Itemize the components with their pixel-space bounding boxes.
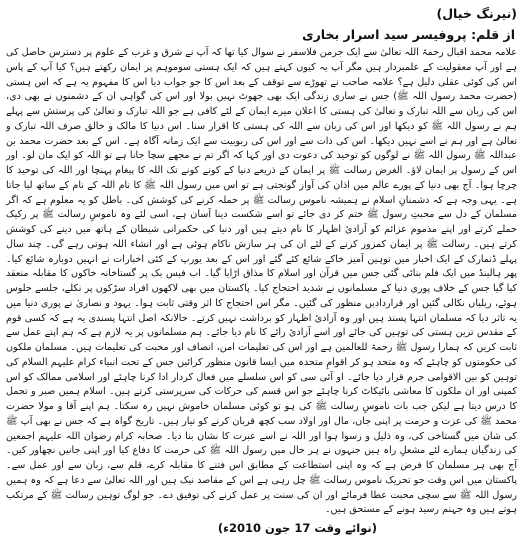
column-tag: (نیرنگ خیال) xyxy=(436,6,517,21)
source-citation: (نوائے وقت 17 جون 2010ء) xyxy=(217,521,377,535)
article-body: علامہ محمد اقبال رحمۃ اللہ تعالیٰ سے ایک جرمن فلاسفر نے سوال کیا تھا کہ آپ نے شرق و غرب کے علوم پر دسترس حاصل کی ہے اور آپ معقولیت کے علمبردار ہیں مگر آپ یہ کیوں کہتے ہیں کہ ایک ہستی سوموہم پر ایمان رکھتے ہیں؟ کیا آپ کے پاس اس کی کوئی عقلی دلیل ہے؟ علامہ صاحب نے تھوڑے سے توقف کے بعد اس کا جو جواب دیا اس کا مفہوم یہ ہے کہ اس ہستی (حضرت محمد رسول اللہ ﷺ) جس نے ساری زندگی ایک بھی جھوٹ نہیں بولا اور اس کی گواہی ان کے دشمنوں نے بھی دی، اس کی زبان سے اللہ تبارک و تعالیٰ کی ہستی کا اعلان میرے ایمان کے لئے کافی ہے جو اللہ تبارک و تعالیٰ کی پرستش سے پہلے ہم نے رسول اللہ ﷺ کو دیکھا اور اس کی زبان سے اللہ کی ہستی کا اقرار سنا۔ اس دنیا کا مالک و خالق صرف اللہ تبارک و تعالیٰ ہے اور ہم نے اسے نہیں دیکھا۔ اس کی ذات سے اور اس کی ربوبیت سے ایک زمانہ آگاہ ہے۔ اس کے بعد حضرت محمد بن عبداللہ ﷺ رسول اللہ ﷺ نے لوگوں کو توحید کی دعوت دی اور کہا کہ اگر تم نے مجھے سچا جانا ہے تو اللہ کو ایک مان لو۔ اور اس کے رسول پر ایمان لاؤ۔ الغرض رسالت ﷺ پر ایمان کے ذریعے دنیا کے کونے کونے تک اللہ کا پیغام پہنچا اور اللہ کی توحید کا چرچا ہوا۔ آج بھی دنیا کے پورے عالم میں اذان کی آواز گونجتی ہے تو اس میں رسول اللہ ﷺ کا نام اللہ کے نام کے ساتھ لیا جاتا ہے۔ یہی وجہ ہے کہ دشمنانِ اسلام نے ہمیشہ ناموس رسالت ﷺ پر حملہ کرنے کی کوشش کی۔ باطل کو یہ معلوم ہے کہ اگر مسلمان کے دل سے محبتِ رسول ﷺ ختم کر دی جائے تو اسے شکست دینا آسان ہے، اسی لئے وہ ناموسِ رسالت ﷺ پر رکیک حملے کرتے اور اپنے مذموم عزائم کو آزادیٔ اظہار کا نام دیتے ہیں اور دنیا کی حکمرانی شیطان کے ہاتھ میں دینے کی کوشش کرتے ہیں۔ رسالت ﷺ پر ایمان کمزور کرنے کے لئے ان کی ہر سازش ناکام ہوئی ہے اور انشاء اللہ ہوتی رہے گی۔ چند سال پہلے ڈنمارک کے ایک اخبار میں توہین آمیز خاکے شائع کئے گئے اور اس کے بعد یورپ کے کئی اخبارات نے انہیں دوبارہ شائع کیا۔ پھر ہالینڈ میں ایک فلم بنائی گئی جس میں قرآن اور اسلام کا مذاق اڑایا گیا۔ اب فیس بک پر گستاخانہ خاکوں کا مقابلہ منعقد کیا گیا جس کے خلاف پوری دنیا کے مسلمانوں نے شدید احتجاج کیا۔ پاکستان میں بھی لاکھوں افراد سڑکوں پر نکلے، جلسے جلوس ہوئے، ریلیاں نکالی گئیں اور قراردادیں منظور کی گئیں۔ مگر اس احتجاج کا اثر وقتی ثابت ہوا۔ یہود و نصاریٰ نے پوری دنیا میں یہ تاثر دیا کہ مسلمان انتہا پسند ہیں اور وہ آزادیٔ اظہار کو برداشت نہیں کرتے۔ حالانکہ اصل انتہا پسندی یہ ہے کہ کسی قوم کے مقدس ترین ہستی کی توہین کی جائے اور اسے آزادیٔ رائے کا نام دیا جائے۔ ہم مسلمانوں پر یہ لازم ہے کہ ہم اپنے عمل سے ثابت کریں کہ ہمارا رسول ﷺ رحمۃ للعالمین ہے اور اس کی تعلیمات امن، انصاف اور محبت کی تعلیمات ہیں۔ مسلمان ملکوں کی حکومتوں کو چاہئے کہ وہ متحد ہو کر اقوامِ متحدہ میں ایسا قانون منظور کرائیں جس کے تحت انبیاء کرام علیہم السلام کی توہین کو بین الاقوامی جرم قرار دیا جائے۔ او آئی سی کو اس سلسلے میں فعال کردار ادا کرنا چاہئے اور اسلامی ممالک کو اس کمپنی اور ان ملکوں کا معاشی بائیکاٹ کرنا چاہئے جو اس قسم کی حرکات کی سرپرستی کرتے ہیں۔ اسلام ہمیں صبر و تحمل کا درس دیتا ہے لیکن جب بات ناموسِ رسالت ﷺ کی ہو تو کوئی مسلمان خاموش نہیں رہ سکتا۔ ہم اپنے آقا و مولا حضرت محمد ﷺ کی عزت و حرمت پر اپنی جان، مال اور اولاد سب کچھ قربان کرنے کو تیار ہیں۔ تاریخ گواہ ہے کہ جس نے بھی آپ ﷺ کی شان میں گستاخی کی، وہ ذلیل و رسوا ہوا اور اللہ نے اسے عبرت کا نشان بنا دیا۔ صحابہ کرام رضوان اللہ علیہم اجمعین کی زندگیاں ہمارے لئے مشعلِ راہ ہیں جنہوں نے ہر حال میں رسول اللہ ﷺ کی حرمت کا دفاع کیا اور اپنی جانیں نچھاور کیں۔ آج بھی ہر مسلمان کا فرض ہے کہ وہ اپنی استطاعت کے مطابق اس فتنے کا مقابلہ کرے، قلم سے، زبان سے اور عمل سے۔ پاکستان میں اس وقت جو تحریک ناموس رسالت ﷺ چل رہی ہے اس کے مقاصد نیک ہیں اور اللہ تعالیٰ سے دعا ہے کہ وہ ہمیں رسول اللہ ﷺ سے سچی محبت عطا فرمائے اور ان کی سنت پر عمل کرنے کی توفیق دے۔ جو لوگ توہین رسالت ﷺ کے مرتکب ہوتے ہیں وہ جہنم رسید ہونے کے مستحق ہیں۔ xyxy=(6,47,517,516)
author-byline: از قلم: پروفیسر سید اسرار بخاری xyxy=(302,27,515,42)
